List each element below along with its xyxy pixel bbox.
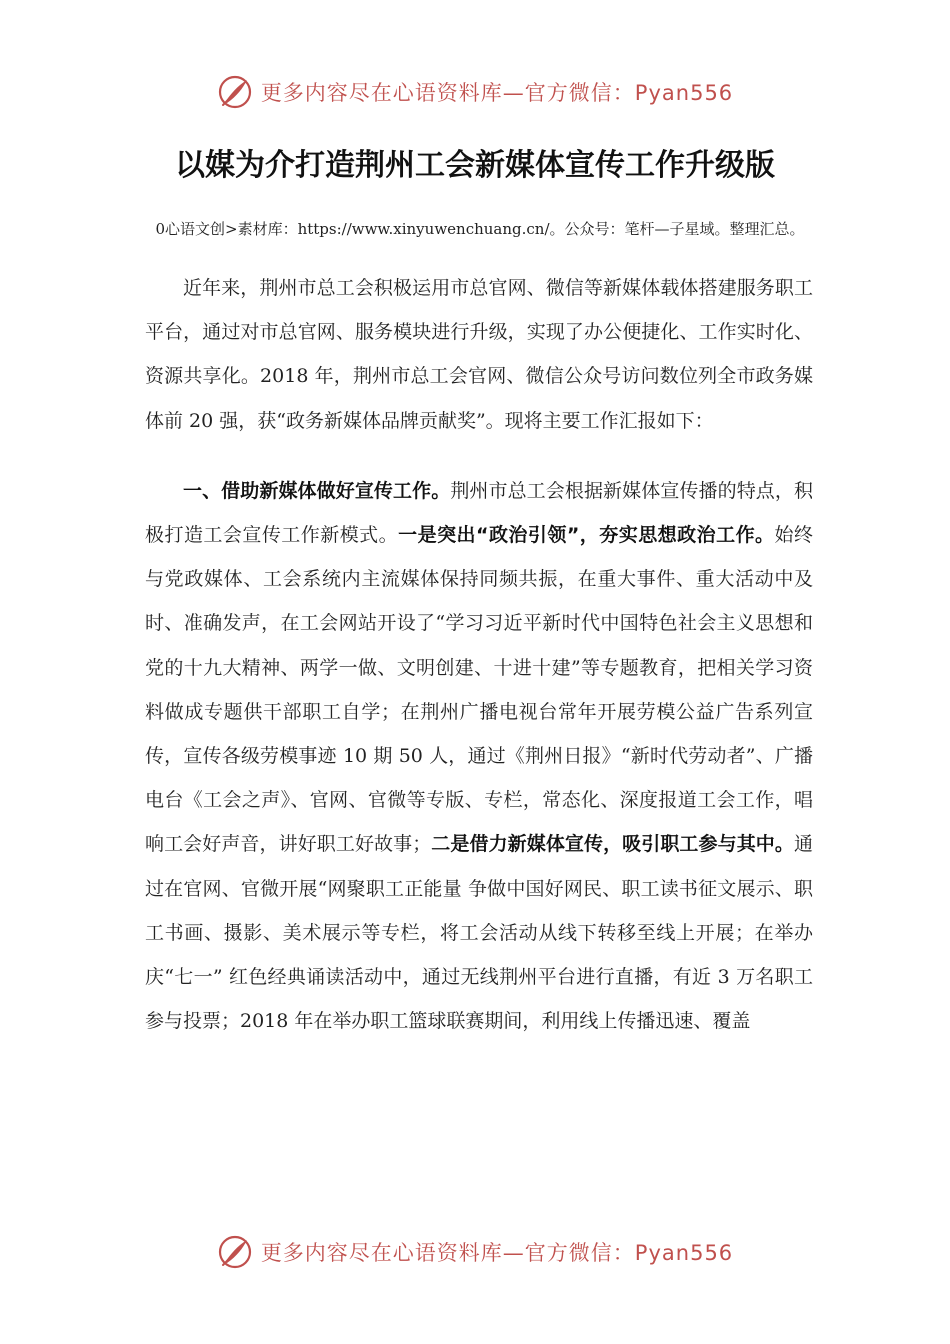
banner-text: 更多内容尽在心语资料库—官方微信：Pyan556 [260, 81, 734, 105]
section-1-heading: 一、借助新媒体做好宣传工作。 [183, 479, 451, 502]
point-2-heading: 二是借力新媒体宣传，吸引职工参与其中。 [431, 833, 794, 856]
point-1-text: 始终与党政媒体、工会系统内主流媒体保持同频共振，在重大事件、重大活动中及时、准确发声，在工会网站开设了“学习习近平新时代中国特色社会主义思想和党的十九大精神、两学一做、文明创建、十进十建”等专题教育，把相关学习资料做成专题供干部职工自学；在荆州广播电视台常年开展劳模公益广告系列宣传，宣传各级劳模事迹 10 期 50 人，通过《荆州日报》“新时代劳动者”、广播电台《工会之声》、官网、官微等专版、专栏，常态化、深度报道工会工作，唱响工会好声音，讲好职工好故事； [145, 524, 813, 856]
header-banner [0, 72, 950, 112]
quill-pen-logo-icon [217, 1234, 253, 1270]
document-title: 以媒为介打造荆州工会新媒体宣传工作升级版 [175, 148, 775, 183]
source-line: 0心语文创>素材库：https://www.xinyuwenchuang.cn/。公众号：笔杆—子星域。整理汇总。 [155, 220, 805, 238]
point-1-heading: 一是突出“政治引领”，夯实思想政治工作。 [398, 524, 775, 547]
section-1-paragraph [145, 469, 813, 1044]
banner-text: 更多内容尽在心语资料库—官方微信：Pyan556 [260, 1241, 734, 1265]
intro-paragraph: 近年来，荆州市总工会积极运用市总官网、微信等新媒体载体搭建服务职工平台，通过对市总官网、服务模块进行升级，实现了办公便捷化、工作实时化、资源共享化。2018 年，荆州市总工会官网、微信公众号访问数位列全市政务媒体前 20 强，获“政务新媒体品牌贡献奖”。现将主要工作汇报如下： [145, 277, 813, 432]
point-2-text: 通过在官网、官微开展“网聚职工正能量 争做中国好网民、职工读书征文展示、职工书画、摄影、美术展示等专栏，将工会活动从线下转移至线上开展；在举办庆“七一” 红色经典诵读活动中，通过无线荆州平台进行直播，有近 3 万名职工参与投票；2018 年在举办职工篮球联赛期间，利用线上传播迅速、覆盖 [145, 833, 813, 1033]
footer-banner [0, 1232, 950, 1272]
quill-pen-logo-icon [217, 74, 253, 110]
section-1-text: 荆州市总工会根据新媒体宣传播的特点，积极打造工会宣传工作新模式。 [145, 479, 813, 547]
document-body [145, 266, 813, 1043]
